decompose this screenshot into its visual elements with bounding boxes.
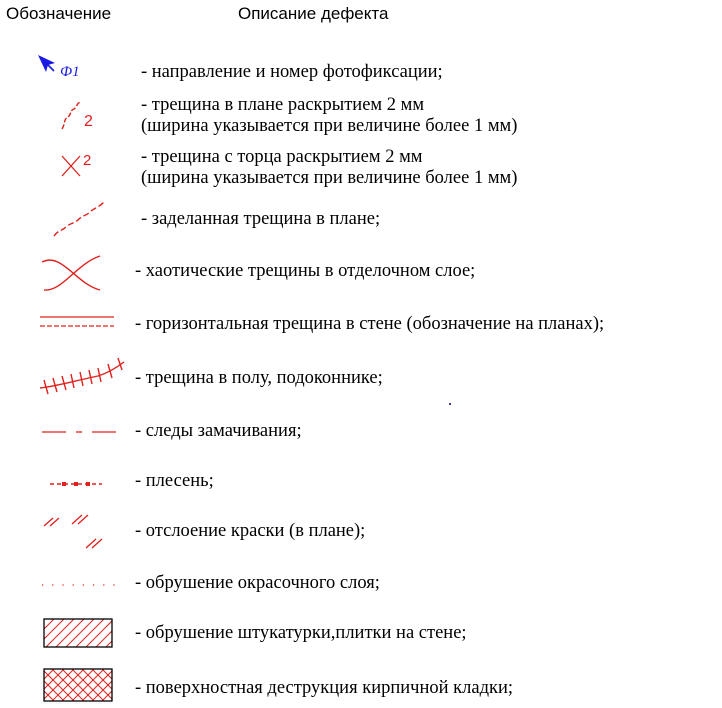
legend-text-3: - трещина с торца раскрытием 2 мм (ширина указывается при величине более 1 мм) [141,147,518,188]
photo-direction-label: Ф1 [60,64,80,80]
mold-symbol [50,479,106,489]
legend-text-9: - плесень; [135,471,214,491]
legend-text-6: - горизонтальная трещина в стене (обозначение на планах); [135,314,605,334]
paint-layer-collapse-symbol [42,582,122,588]
plan-crack-width: 2 [84,113,93,130]
legend-text-8: - следы замачивания; [135,421,302,441]
header-symbol: Обозначение [6,4,112,23]
brick-surface-destruction-symbol [43,668,115,704]
end-crack-symbol [60,150,100,182]
end-crack-width: 2 [83,152,92,169]
legend-text-5: - хаотические трещины в отделочном слое; [135,261,476,281]
legend-text-10: - отслоение краски (в плане); [135,521,366,541]
plan-crack-symbol [60,100,100,132]
legend-text-12: - обрушение штукатурки,плитки на стене; [135,623,467,643]
plaster-tile-collapse-symbol [43,618,115,650]
legend-text-2: - трещина в плане раскрытием 2 мм (ширина указывается при величине более 1 мм) [141,95,518,136]
stray-dot [449,403,451,405]
legend-text-4: - заделанная трещина в плане; [141,209,381,229]
header-description: Описание дефекта [238,4,389,23]
sealed-crack-symbol [52,200,112,240]
chaotic-cracks-symbol [40,254,106,296]
floor-crack-symbol [38,358,128,398]
photo-direction-symbol [38,55,98,81]
legend-text-11: - обрушение окрасочного слоя; [135,573,380,593]
paint-peeling-symbol [44,512,104,552]
horizontal-wall-crack-symbol [40,314,116,330]
legend-text-7: - трещина в полу, подоконнике; [135,368,383,388]
wetting-traces-symbol [42,428,120,436]
legend-text-1: - направление и номер фотофиксации; [141,62,443,82]
legend-text-13: - поверхностная деструкция кирпичной кладки; [135,678,514,698]
